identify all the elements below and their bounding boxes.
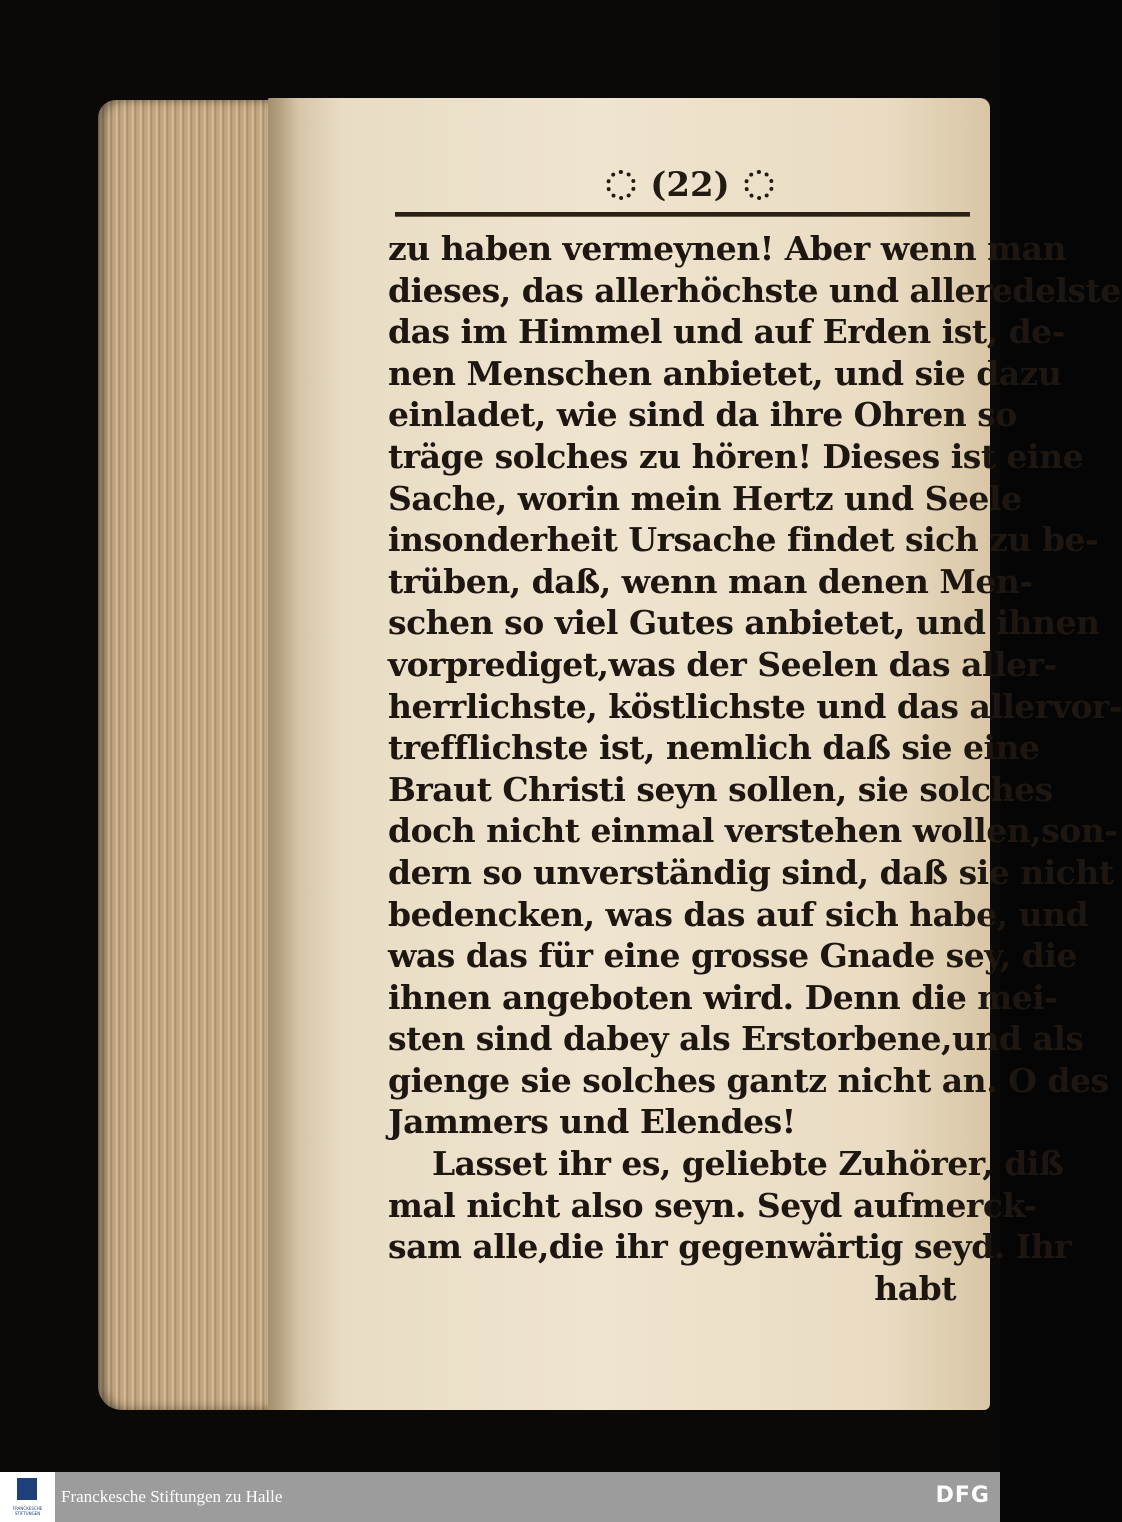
text-line: träge solches zu hören! Dieses ist eine [388,436,1084,476]
header-rule [395,212,970,217]
building-icon [17,1478,37,1500]
institution-logo[interactable] [0,1472,55,1522]
text-line: trüben, daß, wenn man denen Men- [388,561,1033,601]
dfg-logo[interactable]: DFG [935,1483,990,1508]
text-line: mal nicht also seyn. Seyd aufmerck- [388,1185,1037,1225]
text-line: doch nicht einmal verstehen wollen,son- [388,811,1118,851]
text-line: ihnen angeboten wird. Denn die mei- [388,977,1058,1017]
institution-name[interactable]: Franckesche Stiftungen zu Halle [61,1487,283,1506]
logo-text: FRANCKESCHE STIFTUNGEN [12,1506,43,1516]
text-line: dern so unverständig sind, daß sie nicht [388,852,1114,892]
text-line: bedencken, was das auf sich habe, und [388,894,1089,934]
page-number: (22) [650,165,730,205]
text-line: trefflichste ist, nemlich daß sie eine [388,728,1040,768]
text-line: sam alle,die ihr gegenwärtig seyd. Ihr [388,1227,1072,1267]
gutter-shadow [268,98,298,1410]
page-text [388,228,1122,1309]
text-line: dieses, das allerhöchste und alleredelste [388,270,1121,310]
catchword: habt [874,1268,956,1308]
page-header [560,160,820,210]
text-line: vorprediget,was der Seelen das aller- [388,644,1057,684]
viewer-footer [0,1472,1000,1522]
text-line: schen so viel Gutes anbietet, und ihnen [388,603,1100,643]
text-line: das im Himmel und auf Erden ist, de- [388,312,1065,352]
text-line: insonderheit Ursache findet sich zu be- [388,520,1099,560]
text-line: Jammers und Elendes! [388,1102,796,1142]
text-line: Braut Christi seyn sollen, sie solches [388,769,1053,809]
text-line: Sache, worin mein Hertz und Seele [388,478,1022,518]
text-line: Lasset ihr es, geliebte Zuhörer, diß [388,1144,1064,1184]
text-line: einladet, wie sind da ihre Ohren so [388,395,1017,435]
text-line: gienge sie solches gantz nicht an. O des [388,1060,1109,1100]
ornament-left-icon [606,170,636,200]
text-line: nen Menschen anbietet, und sie dazu [388,353,1062,393]
text-line: herrlichste, köstlichste und das allervor- [388,686,1122,726]
text-line: sten sind dabey als Erstorbene,und als [388,1019,1084,1059]
text-line: zu haben vermeynen! Aber wenn man [388,229,1066,268]
ornament-right-icon [744,170,774,200]
text-line: was das für eine grosse Gnade sey, die [388,936,1077,976]
